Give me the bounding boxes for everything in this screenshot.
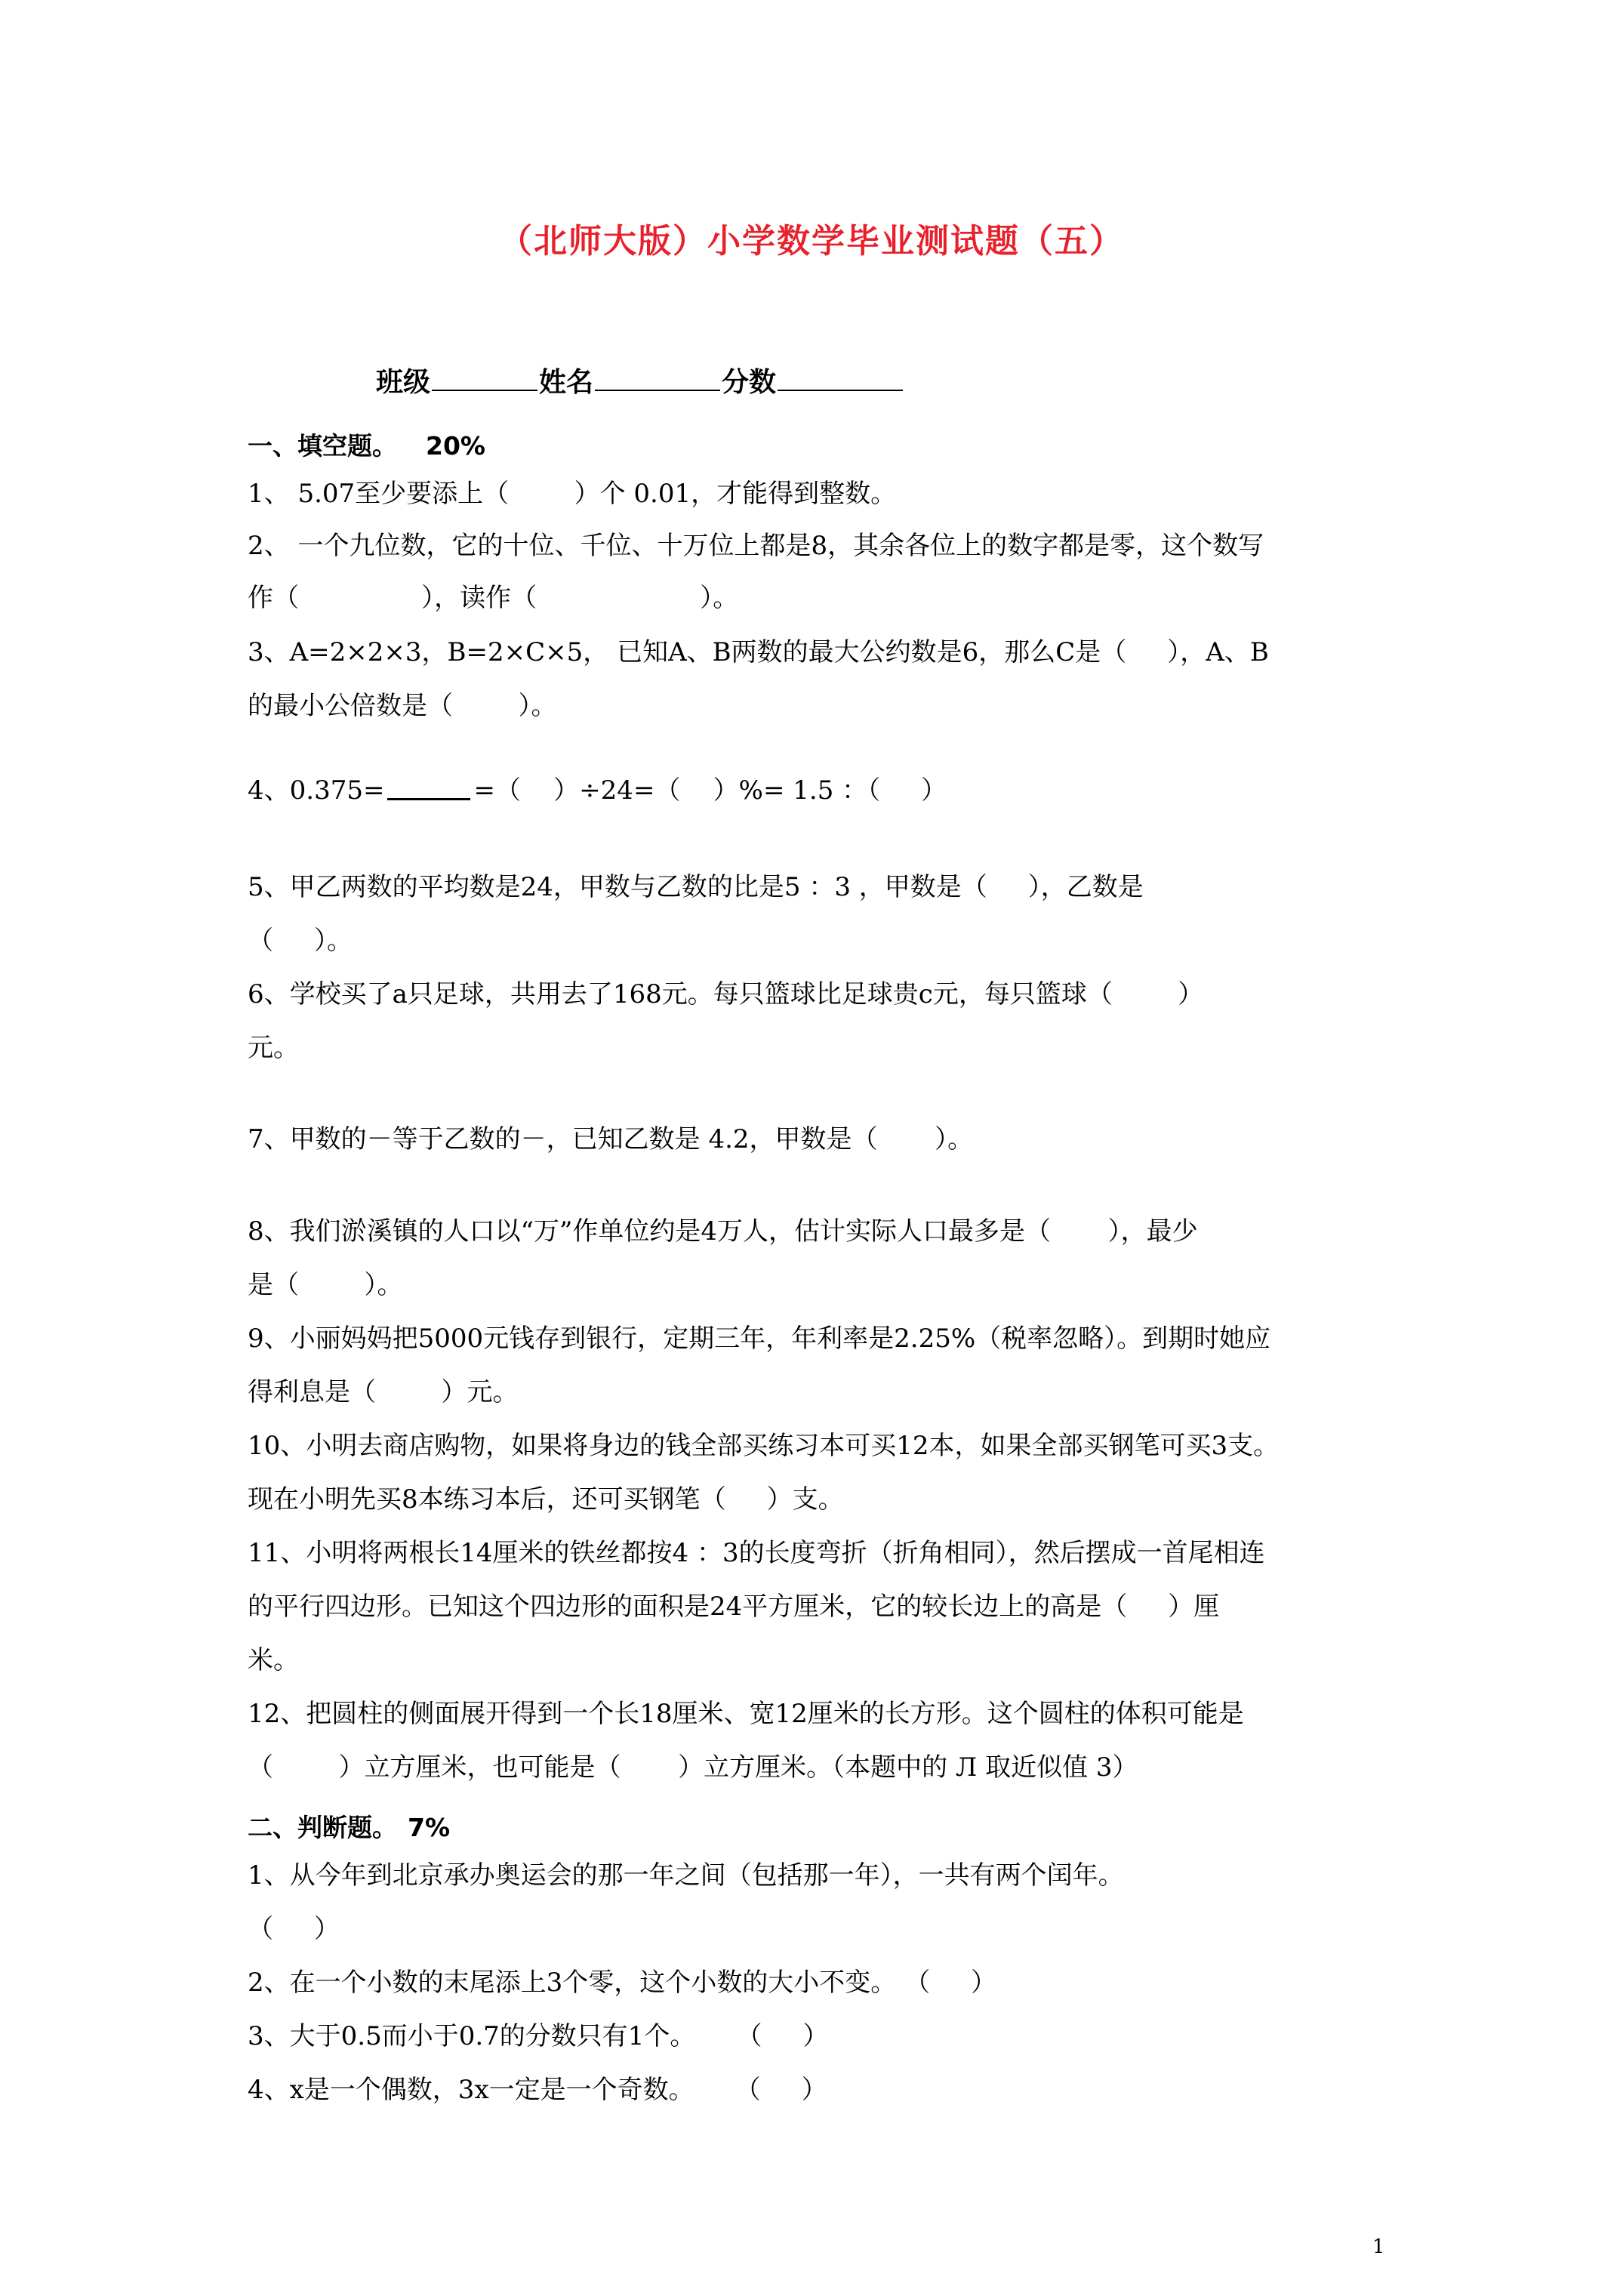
question-3-line-2: 的最小公倍数是（ ）。 bbox=[248, 691, 557, 721]
page-number: 1 bbox=[1372, 2236, 1385, 2258]
question-11-line-2: 的平行四边形。已知这个四边形的面积是24平方厘米，它的较长边上的高是（ ）厘 bbox=[248, 1592, 1220, 1622]
section-fill-blank-heading bbox=[248, 427, 485, 462]
question-4 bbox=[248, 775, 947, 806]
class-label: 班级 bbox=[376, 367, 431, 398]
question-11-line-3: 米。 bbox=[248, 1645, 299, 1675]
judgment-1-line-2: （ ） bbox=[248, 1914, 340, 1944]
name-label: 姓名 bbox=[539, 367, 594, 398]
question-11-line-1: 11、小明将两根长14厘米的铁丝都按4 ：3的长度弯折（折角相同），然后摆成一首尾相连 bbox=[248, 1538, 1265, 1568]
question-4-prefix: 4、0.375= bbox=[248, 775, 385, 806]
question-10-line-2: 现在小明先买8本练习本后，还可买钢笔（ ）支。 bbox=[248, 1484, 844, 1515]
question-4-suffix: =（ ）÷24=（ ）%= 1.5 ：（ ） bbox=[473, 775, 947, 806]
section-title: 一、填空题。 bbox=[248, 431, 397, 461]
question-1: 1、 5.07至少要添上（ ）个 0.01，才能得到整数。 bbox=[248, 479, 897, 509]
class-blank bbox=[432, 367, 537, 391]
judgment-1-line-1: 1、从今年到北京承办奥运会的那一年之间（包括那一年），一共有两个闰年。 bbox=[248, 1860, 1124, 1891]
section-true-false-heading bbox=[248, 1808, 450, 1844]
question-8-line-2: 是（ ）。 bbox=[248, 1270, 403, 1300]
score-blank bbox=[778, 367, 903, 391]
section-weight: 7% bbox=[408, 1813, 451, 1842]
question-10-line-1: 10、小明去商店购物，如果将身边的钱全部买练习本可买12本，如果全部买钢笔可买3支。 bbox=[248, 1431, 1280, 1461]
judgment-4: 4、x是一个偶数，3x一定是一个奇数。 （ ） bbox=[248, 2075, 827, 2105]
question-9-line-1: 9、小丽妈妈把5000元钱存到银行，定期三年，年利率是2.25%（税率忽略）。到期时她应 bbox=[248, 1324, 1271, 1354]
judgment-3: 3、大于0.5而小于0.7的分数只有1个。 （ ） bbox=[248, 2021, 829, 2051]
name-blank bbox=[595, 367, 720, 391]
fraction-bar bbox=[387, 784, 470, 800]
section-title: 二、判断题。 bbox=[248, 1813, 397, 1842]
question-3-line-1: 3、A=2×2×3，B=2×C×5， 已知A、B两数的最大公约数是6，那么C是（ ），A、B bbox=[248, 637, 1269, 667]
question-2-line-2: 作（ ），读作（ ）。 bbox=[248, 583, 739, 613]
score-label: 分数 bbox=[722, 367, 777, 398]
student-info-line bbox=[376, 361, 904, 399]
question-9-line-2: 得利息是（ ）元。 bbox=[248, 1377, 519, 1407]
question-6-line-1: 6、学校买了a只足球，共用去了168元。每只篮球比足球贵c元，每只篮球（ ） bbox=[248, 979, 1204, 1009]
judgment-2: 2、在一个小数的末尾添上3个零，这个小数的大小不变。 （ ） bbox=[248, 1968, 997, 1998]
question-7: 7、甲数的－等于乙数的－，已知乙数是 4.2，甲数是（ ）。 bbox=[248, 1124, 974, 1154]
section-weight: 20% bbox=[426, 431, 485, 461]
question-12-line-2: （ ）立方厘米，也可能是（ ）立方厘米。（本题中的 Л 取近似值 3） bbox=[248, 1752, 1138, 1783]
document-title: （北师大版）小学数学毕业测试题（五） bbox=[499, 222, 1124, 260]
question-5-line-1: 5、甲乙两数的平均数是24，甲数与乙数的比是5 ：3 ，甲数是（ ），乙数是 bbox=[248, 872, 1144, 902]
question-2-line-1: 2、 一个九位数，它的十位、千位、十万位上都是8，其余各位上的数字都是零，这个数写 bbox=[248, 531, 1264, 561]
question-6-line-2: 元。 bbox=[248, 1033, 299, 1063]
question-8-line-1: 8、我们淤溪镇的人口以“万”作单位约是4万人，估计实际人口最多是（ ），最少 bbox=[248, 1216, 1198, 1247]
question-12-line-1: 12、把圆柱的侧面展开得到一个长18厘米、宽12厘米的长方形。这个圆柱的体积可能是 bbox=[248, 1699, 1244, 1729]
question-5-line-2: （ ）。 bbox=[248, 926, 353, 956]
